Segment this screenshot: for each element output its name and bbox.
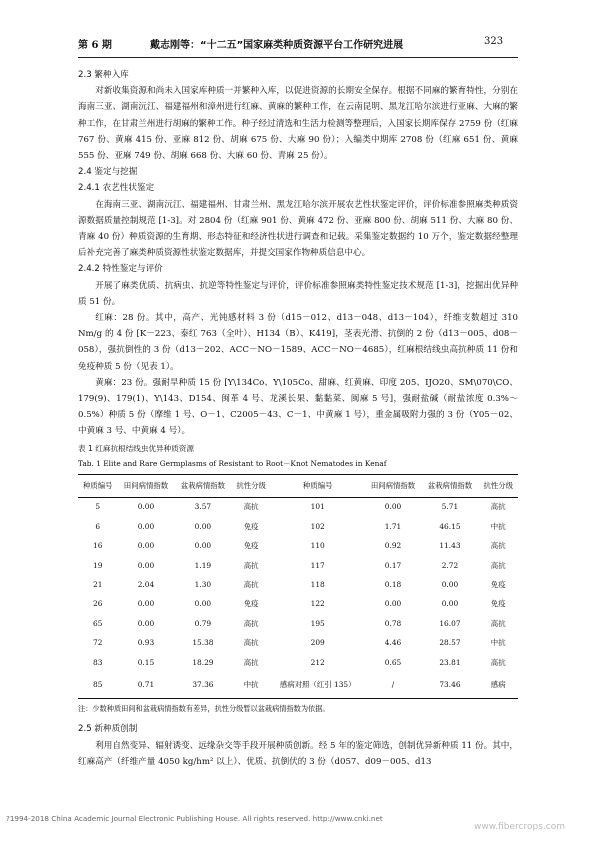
table-cell: 0.00 <box>384 599 402 609</box>
table-cell: 5.71 <box>441 502 459 512</box>
issue-label: 第 6 期 <box>78 40 112 51</box>
table-cell: 1.19 <box>194 560 212 570</box>
watermark: www.fibercrops.com <box>474 822 565 832</box>
table-cell: 212 <box>310 657 325 667</box>
table-cell: 0.00 <box>137 560 155 570</box>
table-cell: 0.00 <box>194 599 212 609</box>
table-cell: 0.00 <box>137 502 155 512</box>
table-cell: 117 <box>310 560 325 570</box>
table-cell: / <box>365 672 422 699</box>
table-header-row <box>78 474 518 497</box>
table-cell: 高抗 <box>243 580 259 590</box>
paragraph-jute: 黄麻：23 份。强耐旱种质 15 份 [Y\134Co、Y\105Co、甜麻、红黄麻、印度 205、IJO20、SM\070\CO、179(9)、179(1)、Y\143、D154、闽革 4 号、龙溪长果、黏黏菜、闽麻 5 号]，强耐盐碱（耐盐浓度 0.3%～0.5%）种质 5 份（摩维 1 号、O－1、C2005－43、C－1、中黄麻 1 号），重金属吸附力强的 3 份（Y05－02、中黄麻 3 号、中黄麻 4 号）。 <box>78 377 518 437</box>
table-cell: 1.71 <box>384 521 402 531</box>
table-row <box>78 634 518 653</box>
table-cell: 0.93 <box>137 638 155 648</box>
col-header: 种质编号 <box>78 474 118 497</box>
table-cell: 高抗 <box>243 638 259 648</box>
table-cell: 1.30 <box>194 580 212 590</box>
table-cell: 26 <box>93 599 103 609</box>
paragraph-2-4-1: 在海南三亚、湖南沅江、福建福州、甘肃兰州、黑龙江哈尔滨开展农艺性状鉴定评价，评价标准参照麻类种质资源数据质量控制规范 [1-3]。对 2804 份（红麻 901 份、黄麻 472 份、亚麻 800 份、胡麻 511 份、大麻 80 份、青麻 40 份）种质资源的生育期、形态特征和经济性状进行调查和记载。采集鉴定数据约 10 万个，鉴定数据经整理后补充完善了麻类种质资源性状鉴定数据库，并提交国家作物种质信息中心。 <box>78 199 518 259</box>
table-cell: 102 <box>310 521 325 531</box>
table-cell: 免疫 <box>243 521 259 531</box>
table-cell: 高抗 <box>243 657 259 667</box>
table-row <box>78 497 518 517</box>
table-cell: 高抗 <box>490 541 506 551</box>
table-cell: 高抗 <box>490 502 506 512</box>
copyright-notice: ?1994-2018 China Academic Journal Electronic Publishing House. All rights reserved. http://www.cnki.net <box>6 814 383 823</box>
table-cell: 感病对照（红引 135） <box>271 672 365 699</box>
table-cell: 免疫 <box>490 599 506 609</box>
table-cell: 0.00 <box>384 502 402 512</box>
table-cell: 高抗 <box>243 560 259 570</box>
table-note: 注：少数种质田间和盆栽病情指数有差异，抗性分级暂以盆栽病情指数为依据。 <box>78 704 330 714</box>
table-cell: 23.81 <box>439 657 461 667</box>
table-cell: 118 <box>310 580 325 590</box>
table-cell: 6 <box>95 521 101 531</box>
section-heading-2-3: 2.3 繁种入库 <box>78 70 129 80</box>
paragraph-2-4-2-intro: 开展了麻类优质、抗病虫、抗逆等特性鉴定与评价，评价标准参照麻类特性鉴定技术规范 [1-3]，挖掘出优异种质 51 份。 <box>78 280 518 307</box>
table-cell: 0.00 <box>441 599 459 609</box>
table-cell: 中抗 <box>231 672 271 699</box>
section-heading-2-4: 2.4 鉴定与挖掘 <box>78 167 138 178</box>
col-header: 田间病情指数 <box>118 474 175 497</box>
table-cell: 21 <box>93 580 103 590</box>
table-row <box>78 556 518 575</box>
table-cell: 65 <box>93 618 103 628</box>
section-heading-2-5: 2.5 新种质创制 <box>78 724 138 735</box>
table-cell: 0.00 <box>441 580 459 590</box>
section-heading-2-4-1: 2.4.1 农艺性状鉴定 <box>78 183 155 194</box>
paragraph-2-5: 利用自然变异、辐射诱变、远缘杂交等手段开展种质创新。经 5 年的鉴定筛选，创制优异新种质 11 份。其中，红麻高产（纤维产量 4050 kg/hm² 以上）、优质、抗倒伏的 3 份（d057、d09－005、d13 <box>78 740 518 767</box>
running-header <box>0 36 595 52</box>
table-cell: 0.00 <box>137 599 155 609</box>
table-row <box>78 575 518 594</box>
table-cell: 高抗 <box>490 618 506 628</box>
table-cell: 免疫 <box>243 541 259 551</box>
table-cell: 4.46 <box>384 638 402 648</box>
paragraph-kenaf: 红麻：28 份。其中，高产、光钝感材料 3 份（d15－012、d13－048、d13－104），纤维支数超过 310 Nm/g 的 4 份 [K－223、泰红 763（全叶）、H134（B）、K419]，茎表光滑、抗倒的 2 份（d13－005、d08－058），强抗倒性的 3 份（d13－202、ACC－NO－1589、ACC－NO－4685），红麻根结线虫高抗种质 11 份和免疫种质 5 份（见表 1）。 <box>78 313 518 372</box>
page-number: 323 <box>484 36 504 47</box>
col-header: 抗性分级 <box>478 474 518 497</box>
table-cell: 101 <box>310 502 325 512</box>
table-cell: 16.07 <box>439 618 461 628</box>
table-cell: 37.36 <box>174 672 231 699</box>
table-row <box>78 517 518 536</box>
table-cell: 122 <box>310 599 325 609</box>
running-title: 戴志刚等：“十二五”国家麻类种质资源平台工作研究进展 <box>150 40 404 51</box>
table-cell: 3.57 <box>194 502 212 512</box>
col-header: 抗性分级 <box>231 474 271 497</box>
table-cell: 16 <box>93 541 103 551</box>
table-cell: 209 <box>310 638 325 648</box>
table-caption-zh: 表 1 红麻抗根结线虫优异种质资源 <box>78 443 194 453</box>
table-cell: 195 <box>310 618 325 628</box>
resistance-table <box>78 474 518 700</box>
table-row <box>78 672 518 699</box>
table-cell: 0.17 <box>384 560 402 570</box>
table-caption-en: Tab. 1 Elite and Rare Germplasms of Resistant to Root－Knot Nematodes in Kenaf <box>78 458 387 468</box>
table-cell: 0.65 <box>384 657 402 667</box>
table-cell: 高抗 <box>243 502 259 512</box>
table-cell: 免疫 <box>243 599 259 609</box>
table-cell: 0.78 <box>384 618 402 628</box>
header-rule <box>78 57 518 58</box>
table-cell: 感病 <box>478 672 518 699</box>
table-row <box>78 653 518 672</box>
table-cell: 0.79 <box>194 618 212 628</box>
table-cell: 0.00 <box>137 541 155 551</box>
col-header: 盆栽病情指数 <box>421 474 478 497</box>
table-cell: 72 <box>93 638 103 648</box>
table-cell: 46.15 <box>439 521 461 531</box>
table-row <box>78 537 518 556</box>
table-cell: 0.00 <box>137 618 155 628</box>
table-cell: 0.18 <box>384 580 402 590</box>
table-cell: 15.38 <box>192 638 214 648</box>
table-cell: 中抗 <box>490 521 506 531</box>
col-header: 田间病情指数 <box>365 474 422 497</box>
table-cell: 0.00 <box>194 521 212 531</box>
table-cell: 0.92 <box>384 541 402 551</box>
table-cell: 0.15 <box>137 657 155 667</box>
table-body <box>78 497 518 699</box>
table-row <box>78 614 518 633</box>
table-cell: 免疫 <box>490 580 506 590</box>
table-cell: 2.72 <box>441 560 459 570</box>
table-cell: 73.46 <box>421 672 478 699</box>
section-heading-2-4-2: 2.4.2 特性鉴定与评价 <box>78 264 163 275</box>
table-cell: 28.57 <box>439 638 461 648</box>
table-cell: 83 <box>93 657 103 667</box>
table-cell: 85 <box>78 672 118 699</box>
paragraph-2-3: 对新收集资源和尚未入国家库种质一并繁种入库，以促进资源的长期安全保存。根据不同麻的繁育特性，分别在海南三亚、湖南沅江、福建福州和漳州进行红麻、黄麻的繁种工作，在云南昆明、黑龙江哈尔滨进行亚麻、大麻的繁种工作，在甘肃兰州进行胡麻的繁种工作。种子经过清选和生活力检测等整理后，入国家长期库保存 2759 份（红麻 767 份、黄麻 415 份、亚麻 812 份、胡麻 675 份、大麻 90 份）；入编类中期库 2708 份（红麻 651 份、黄麻 555 份、亚麻 749 份、胡麻 668 份、大麻 60 份、青麻 25 份）。 <box>78 86 518 162</box>
table-cell: 高抗 <box>243 618 259 628</box>
table-cell: 18.29 <box>192 657 214 667</box>
table-row <box>78 595 518 614</box>
table-cell: 0.00 <box>137 521 155 531</box>
table-cell: 高抗 <box>490 657 506 667</box>
table-cell: 11.43 <box>439 541 461 551</box>
table-cell: 中抗 <box>490 638 506 648</box>
article-body <box>78 67 518 770</box>
col-header: 盆栽病情指数 <box>174 474 231 497</box>
table-cell: 110 <box>310 541 325 551</box>
table-cell: 0.71 <box>118 672 175 699</box>
col-header: 种质编号 <box>271 474 365 497</box>
table-cell: 0.00 <box>194 541 212 551</box>
table-cell: 高抗 <box>490 560 506 570</box>
table-cell: 19 <box>93 560 103 570</box>
table-cell: 5 <box>95 502 101 512</box>
table-cell: 2.04 <box>137 580 155 590</box>
